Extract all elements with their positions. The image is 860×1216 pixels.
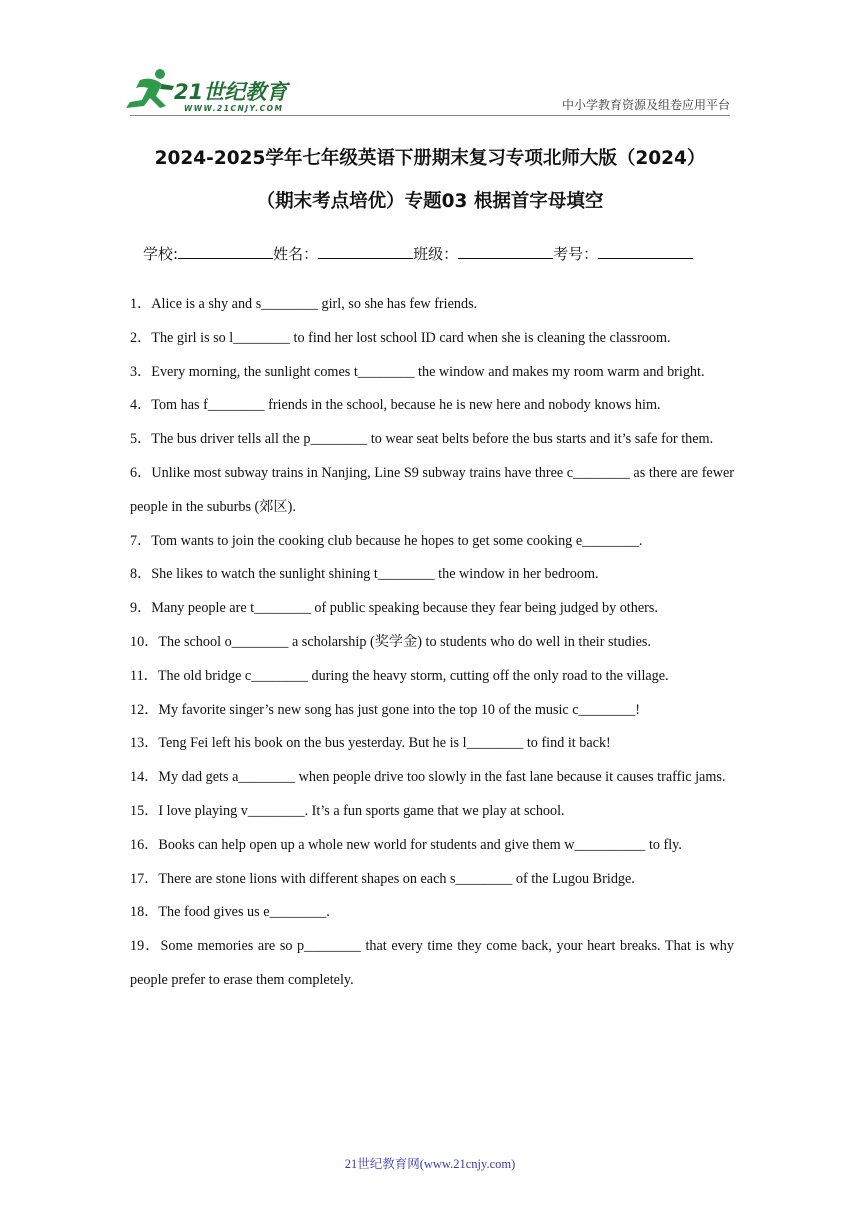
question-item: 18．The food gives us e________. — [130, 904, 330, 921]
school-blank[interactable] — [178, 244, 273, 259]
question-item: 1．Alice is a shy and s________ girl, so she has few friends. — [130, 296, 478, 312]
question-item: 8．She likes to watch the sunlight shining t________ the window in her bedroom. — [130, 566, 599, 583]
number-blank[interactable] — [598, 244, 693, 259]
question-item: 9．Many people are t________ of public speaking because they fear being judged by others. — [130, 600, 658, 617]
question-item: 11．The old bridge c________ during the heavy storm, cutting off the only road to the village. — [130, 667, 669, 684]
question-item: 16．Books can help open up a whole new world for students and give them w__________ to fly. — [130, 836, 682, 853]
page-header — [0, 0, 860, 118]
name-label: 姓名： — [273, 245, 319, 263]
footer-source[interactable]: 21世纪教育网(www.21cnjy.com) — [344, 1157, 516, 1171]
question-item: 4．Tom has f________ friends in the school, because he is new here and nobody knows him. — [130, 397, 661, 414]
header-divider — [130, 115, 730, 116]
question-item: 15．I love playing v________. It’s a fun sports game that we play at school. — [130, 802, 565, 819]
logo — [122, 66, 292, 114]
question-item: 13．Teng Fei left his book on the bus yesterday. But he is l________ to find it back! — [130, 735, 611, 752]
number-label: 考号： — [553, 245, 599, 263]
question-item: 3．Every morning, the sunlight comes t________ the window and makes my room warm and bright. — [130, 363, 705, 380]
question-item: 6．Unlike most subway trains in Nanjing, Line S9 subway trains have three c________ as there are fewer people in the suburbs (郊区). — [130, 464, 734, 515]
question-item: 14．My dad gets a________ when people drive too slowly in the fast lane because it causes traffic jams. — [130, 769, 726, 786]
question-item: 19．Some memories are so p________ that every time they come back, your heart breaks. That is why people prefer to erase them completely. — [130, 938, 734, 988]
logo-url: WWW.21CNJY.COM — [184, 104, 284, 113]
platform-label: 中小学教育资源及组卷应用平台 — [561, 98, 730, 112]
school-label: 学校: — [143, 245, 179, 263]
question-item: 10．The school o________ a scholarship (奖学金) to students who do well in their studies. — [130, 633, 651, 650]
question-item: 2．The girl is so l________ to find her lost school ID card when she is cleaning the classroom. — [130, 329, 671, 346]
runner-logo-icon — [126, 69, 174, 108]
question-item: 5．The bus driver tells all the p________ to wear seat belts before the bus starts and it’s safe for them. — [130, 431, 714, 448]
question-list — [130, 288, 734, 998]
student-info-line — [143, 243, 743, 264]
question-item: 17．There are stone lions with different shapes on each s________ of the Lugou Bridge. — [130, 870, 635, 887]
name-blank[interactable] — [318, 244, 413, 259]
class-label: 班级： — [413, 245, 459, 263]
class-blank[interactable] — [458, 244, 553, 259]
page-title: 2024-2025学年七年级英语下册期末复习专项北师大版（2024） — [154, 148, 706, 169]
question-item: 12．My favorite singer’s new song has just gone into the top 10 of the music c________! — [130, 701, 641, 718]
logo-text: 21世纪教育 — [174, 80, 288, 104]
question-item: 7．Tom wants to join the cooking club because he hopes to get some cooking e________. — [130, 532, 643, 549]
page-subtitle: （期末考点培优）专题03 根据首字母填空 — [256, 191, 604, 212]
